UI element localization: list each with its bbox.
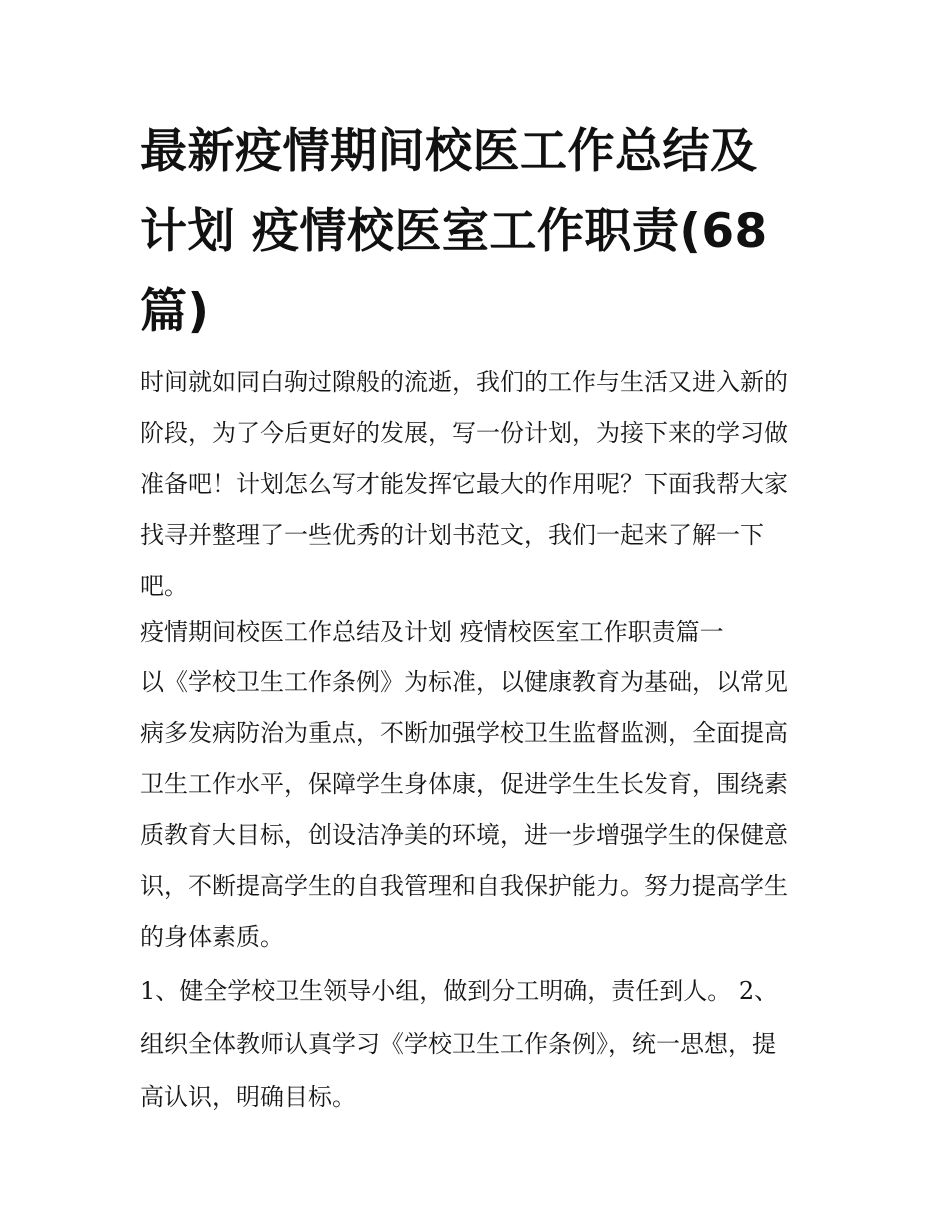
section-heading: 疫情期间校医工作总结及计划 疫情校医室工作职责篇一 <box>140 618 724 646</box>
body-paragraph-1: 以《学校卫生工作条例》为标准，以健康教育为基础，以常见 病多发病防治为重点，不断加强学校卫生监督监测，全面提高 卫生工作水平，保障学生身体康，促进学生生长发育，围绕素 质教育大目标，创设洁净美的环境，进一步增强学生的保健意 识，不断提高学生的自我管理和自我保护能力。努力提高学生 的身体素质。 <box>140 668 788 951</box>
body-paragraph-2: 1、健全学校卫生领导小组，做到分工明确，责任到人。 2、 组织全体教师认真学习《学校卫生工作条例》，统一思想，提 高认识，明确目标。 <box>140 977 779 1111</box>
document-title: 最新疫情期间校医工作总结及 计划 疫情校医室工作职责(68 篇) <box>140 124 768 339</box>
intro-paragraph: 时间就如同白驹过隙般的流逝，我们的工作与生活又进入新的 阶段，为了今后更好的发展，写一份计划，为接下来的学习做 准备吧！计划怎么写才能发挥它最大的作用呢？下面我帮大家 找寻并整理了一些优秀的计划书范文，我们一起来了解一下 吧。 <box>140 368 788 600</box>
